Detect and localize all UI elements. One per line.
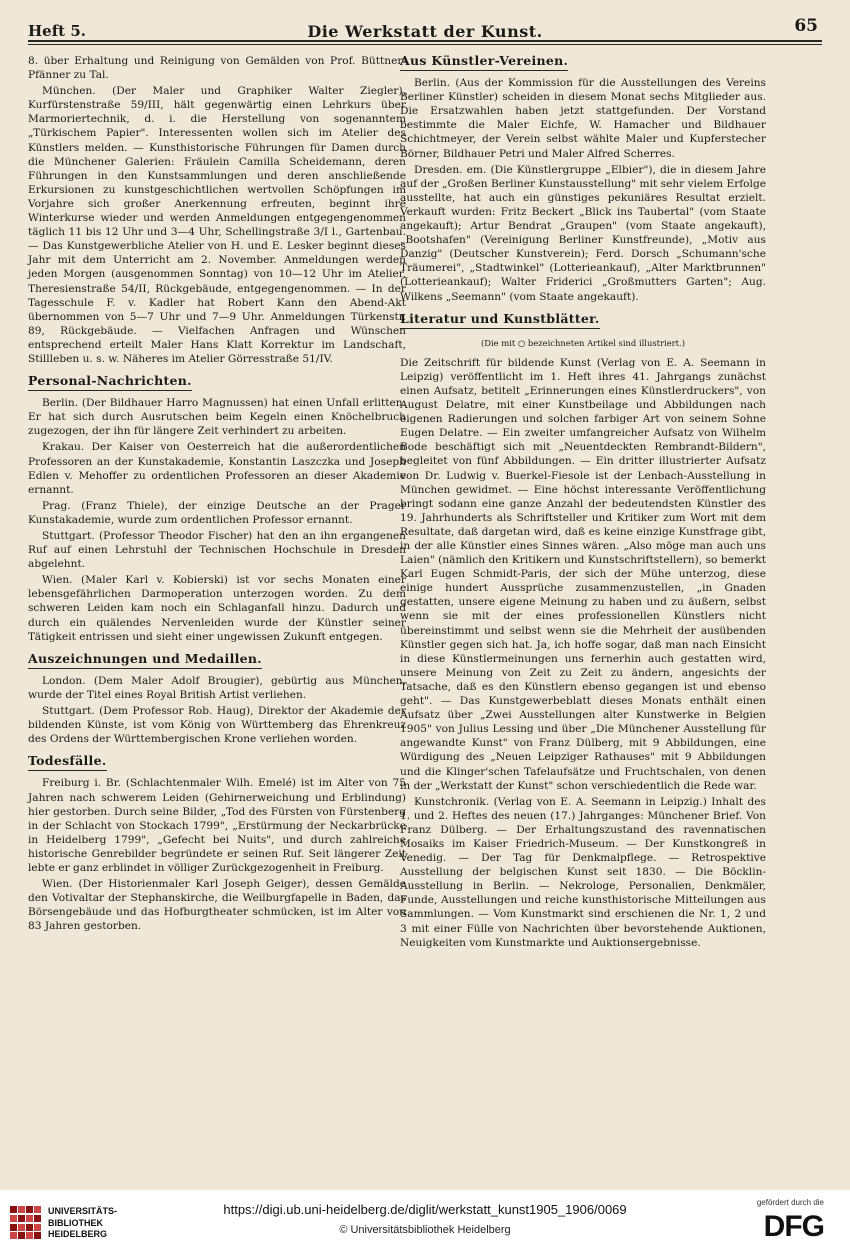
paragraph: München. (Der Maler und Graphiker Walter Ziegler), Kurfürstenstraße 59/III, hält gegenwärtig einen Lehrkurs über Marmoriertechnik, d. i. die Herstellung von sogenanntem „Türkischem Papier". Interessenten wollen sich im Atelier des Künstlers melden. — Kunsthistorische Führungen für Damen durch die Münchener Galerien: Fräulein Camilla Scheidemann, deren Führungen in den Kunstsammlungen und deren anschließende Erkursionen zu kunstgeschichtlichen wertvollen Schöpfungen im Vorjahre sich großer Anerkennung erfreuten, beginnt ihre Winterkurse wieder und werden Anmeldungen entgegengenommen täglich 11 bis 12 Uhr und 3—4 Uhr, Schellingstraße 3/I l., Gartenbau. — Das Kunstgewerbliche Atelier von H. und E. Lesker beginnt dieses Jahr mit dem Unterricht am 2. November. Anmeldungen werden jeden Morgen (ausgenommen Sonntag) von 10—12 Uhr im Atelier, Theresienstraße 54/II, Rückgebäude, entgegengenommen. — In der Tagesschule F. v. Kadler hat Robert Kann den Abend-Akt übernommen von 5—7 Uhr und 7—9 Uhr. Anmeldungen Türkenstr. 89, Rückgebäude. — Vielfachen Anfragen und Wünschen entsprechend erteilt Maler Hans Klatt Korrektur im Landschaft, Stillleben u. s. w. Näheres im Atelier Görresstraße 51/IV. (28, 85, 406, 365)
paragraph: Krakau. Der Kaiser von Oesterreich hat die außerordentlichen Professoren an der Kunstakademie, Konstantin Laszczka und Joseph Edlen v. Mehoffer zu ordentlichen Professoren an dieser Akademie ernannt. (28, 441, 406, 496)
section-heading-literature: Literatur und Kunstblätter. (400, 312, 600, 329)
paragraph: Freiburg i. Br. (Schlachtenmaler Wilh. Emelé) ist im Alter von 75 Jahren nach schwerem Leiden (Gehirnerweichung und Erblindung) hier gestorben. Durch seine Bilder, „Tod des Fürsten von Fürstenberg in der Schlacht von Stockach 1799", „Erstürmung der Neckarbrücke in Heidelberg 1799", „Gefecht bei Nuits", und durch zahlreiche historische Genrebilder begründete er seinen Ruf. Seit längerer Zeit lebte er ganz erblindet in völliger Zurückgezogenheit in Freiburg. (28, 777, 406, 874)
funding-caption: gefördert durch die (756, 1198, 824, 1207)
dfg-logo[interactable]: DFG (763, 1210, 824, 1243)
logo-text: UNIVERSITÄTS- BIBLIOTHEK HEIDELBERG (48, 1206, 118, 1239)
paragraph: Stuttgart. (Dem Professor Rob. Haug), Direktor der Akademie der bildenden Künste, ist vom König von Württemberg das Ehrenkreuz des Ordens der Württembergischen Krone verliehen worden. (28, 705, 406, 746)
issue-label: Heft 5. (28, 22, 86, 40)
page-number: 65 (794, 16, 818, 36)
section-heading-verein: Aus Künstler-Vereinen. (400, 54, 568, 71)
paragraph: Kunstchronik. (Verlag von E. A. Seemann in Leipzig.) Inhalt des 1. und 2. Heftes des neuen (17.) Jahrganges: Münchener Brief. Von Franz Dülberg. — Der Erhaltungszustand des ravennatischen Mosaiks im Kaiser Friedrich-Museum. — Der Kunstkongreß in Venedig. — Der Tag für Denkmalpflege. — Retrospektive Ausstellung der belgischen Kunst seit 1830. — Die Böcklin-Ausstellung in Berlin. — Nekrologe, Personalien, Denkmäler, Funde, Ausstellungen und reiche kunsthistorische Mitteilungen aus Sammlungen. — Vom Kunstmarkt sind erschienen die Nr. 1, 2 und 3 mit einer Fülle von Nachrichten über bevorstehende Auktionen, Neuigkeiten vom Kunstmarkte und Auktionsergebnisse. (400, 795, 766, 949)
paragraph: Stuttgart. (Professor Theodor Fischer) hat den an ihn ergangenen Ruf auf einen Lehrstuhl der Technischen Hochschule in Dresden abgelehnt. (28, 530, 406, 571)
section-heading-personal: Personal-Nachrichten. (28, 374, 192, 391)
paragraph: Wien. (Maler Karl v. Kobierski) ist vor sechs Monaten einer lebensgefährlichen Darmoperation unterzogen worden. Zu dem schweren Leiden kam noch ein Schlaganfall hinzu. Dadurch und durch ein quälendes Nervenleiden wurde der Künstler seiner Tätigkeit entrissen und sieht einer ungewissen Zukunft entgegen. (28, 574, 406, 643)
paragraph: Prag. (Franz Thiele), der einzige Deutsche an der Prager Kunstakademie, wurde zum ordentlichen Professor ernannt. (28, 499, 406, 526)
paragraph: Berlin. (Der Bildhauer Harro Magnussen) hat einen Unfall erlitten. Er hat sich durch Ausrutschen beim Kegeln einen Knöchelbruch zugezogen, der ihn für längere Zeit verhindert zu arbeiten. (28, 397, 406, 438)
paragraph: Wien. (Der Historienmaler Karl Joseph Geiger), dessen Gemälde den Votivaltar der Stephanskirche, die Weilburgfapelle in Baden, das Börsengebäude und das Hofburgtheater schmücken, ist im Alter von 83 Jahren gestorben. (28, 878, 406, 933)
paragraph: Berlin. (Aus der Kommission für die Ausstellungen des Vereins Berliner Künstler) scheiden in diesem Monat sechs Mitglieder aus. Die Ersatzwahlen haben jetzt stattgefunden. Der Vorstand bestimmte die Maler Eichfe, W. Hamacher und Bildhauer Schichtmeyer, der Verein selbst wählte Maler und Kupferstecher Börner, Bildhauer Petri und Maler Alfred Scherres. (400, 77, 766, 160)
paragraph: London. (Dem Maler Adolf Brougier), gebürtig aus München, wurde der Titel eines Royal British Artist verliehen. (28, 674, 406, 701)
journal-title: Die Werkstatt der Kunst. (307, 22, 543, 41)
illustration-note: (Die mit ○ bezeichneten Artikel sind illustriert.) (481, 337, 685, 348)
left-column (28, 54, 406, 935)
permalink[interactable]: https://digi.ub.uni-heidelberg.de/diglit/werkstatt_kunst1905_1906/0069 (223, 1202, 627, 1217)
viewer-footer (0, 1190, 850, 1250)
paragraph: Die Zeitschrift für bildende Kunst (Verlag von E. A. Seemann in Leipzig) veröffentlicht im 1. Heft ihres 41. Jahrgangs zunächst einen Aufsatz, betitelt „Erinnerungen eines Künstlerdruckers", von August Delatre, mit einer Kunstbeilage und Abbildungen nach eigenen Radierungen und solchen farbiger Art von seinem Sohne Eugen Delatre. — Ein zweiter umfangreicher Aufsatz von Wilhelm Bode beschäftigt sich mit „Neuentdeckten Rembrandt-Bildern", begleitet von fünf Abbildungen. — Ein dritter illustrierter Aufsatz von Dr. Ludwig v. Buerkel-Fiesole ist der Lenbach-Ausstellung in München gewidmet. — Eine höchst interessante Veröffentlichung bringt sodann eine ganze Anzahl der bedeutendsten Künstler des 19. Jahrhunderts als Schriftsteller und Kritiker zum Wort mit dem Resultate, daß dargetan wird, daß es keine einzige Kunstfrage gibt, in der alle Künstler eines Sinnes wären. „Also möge man auch uns Laien" (nämlich den Kritikern und Kunstschriftstellern), so bemerkt Karl Eugen Schmidt-Paris, der sich der Mühe unterzog, diese einige hundert Aussprüche zusammenzustellen, „in Gnaden gestatten, unsere eigene Meinung zu haben und zu äußern, selbst wenn sie mit der eines professionellen Künstlers nicht übereinstimmt und selbst wenn sie die Mehrheit der ausübenden Künstler gegen sich hat. Ja, ich hoffe sogar, daß man nach Einsicht in diese Künstlermeinungen uns fernerhin auch gestatten wird, unsere Meinung von Zeit zu Zeit zu ändern, angesichts der Tatsache, daß es den Künstlern ebenso gegangen ist und ebenso geht". — Das Kunstgewerbeblatt dieses Monats enthält einen Aufsatz über „Zwei Ausstellungen alter Kunstwerke in Belgien 1905" von Julius Lessing und über „Die Münchener Ausstellung für angewandte Kunst" von Franz Dülberg, mit 9 Abbildungen, eine Würdigung des „Neuen Leipziger Rathauses" mit 9 Abbildungen und die Klinger'schen Tafelaufsätze und Fruchtschalen, von denen in der „Werkstatt der Kunst" schon verschiedentlich die Rede war. (400, 356, 766, 792)
header-rule-thin (28, 44, 822, 45)
section-heading-awards: Auszeichnungen und Medaillen. (28, 652, 262, 669)
section-heading-deaths: Todesfälle. (28, 754, 107, 771)
copyright-notice: © Universitätsbibliothek Heidelberg (339, 1224, 511, 1236)
paragraph: 8. über Erhaltung und Reinigung von Gemälden von Prof. Büttner-Pfänner zu Tal. (28, 55, 406, 82)
header-rule (28, 40, 822, 42)
paragraph: Dresden. em. (Die Künstlergruppe „Elbier"), die in diesem Jahre auf der „Großen Berliner Kunstausstellung" mit sehr vielem Erfolge ausstellte, hat auch ein günstiges pekuniäres Resultat erzielt. Verkauft wurden: Fritz Beckert „Blick ins Taubertal" (vom Staate angekauft); Artur Bendrat „Graupen" (vom Staate angekauft), „Bootshafen" (Vereinigung Berliner Kunstfreunde), „Motiv aus Danzig" (Deutscher Kunstverein); Ferd. Dorsch „Schumann'sche Träumerei", „Stadtwinkel" (Lotterieankauf), „Alter Marktbrunnen" (Lotterieankauf); Walter Friderici „Großmutters Garten"; Aug. Wilkens „Seemann" (vom Staate angekauft). (400, 163, 766, 303)
right-column (400, 54, 766, 952)
